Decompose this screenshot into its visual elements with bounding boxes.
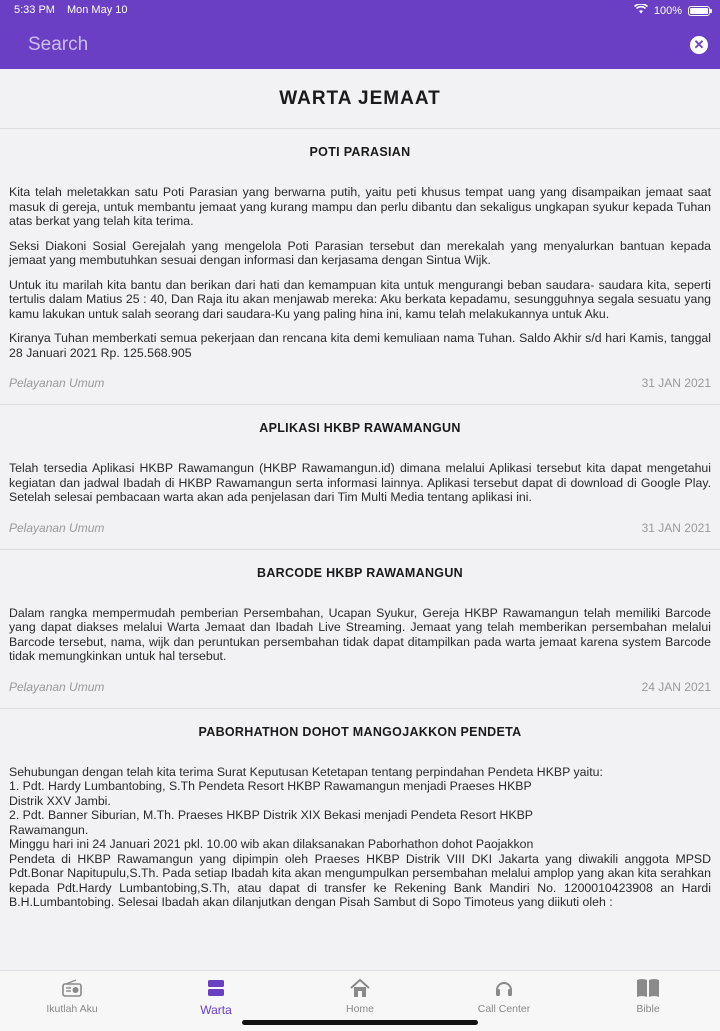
tab-label: Call Center	[477, 1003, 531, 1015]
page-title: WARTA JEMAAT	[0, 69, 720, 129]
tab-call-center[interactable]	[454, 977, 554, 1015]
article-paragraph: Telah tersedia Aplikasi HKBP Rawamangun (HKBP Rawamangun.id) dimana melalui Aplikasi tersebut kita dapat mengetahui kegiatan dan jadwal Ibadah di HKBP Rawamangun serta informasi lainnya. Aplikasi tersebut dapat di download di Google Play. Setelah selesai pembacaan warta akan ada penjelasan dari Tim Multi Media tentang aplikasi ini.	[9, 461, 711, 504]
article-line: 1. Pdt. Hardy Lumbantobing, S.Th Pendeta Resort HKBP Rawamangun menjadi Praeses HKBP	[9, 779, 532, 793]
article-paragraph: Kita telah meletakkan satu Poti Parasian yang berwarna putih, yaitu peti khusus tempat uang yang disampaikan jemaat saat masuk di gereja, untuk membantu jemaat yang kurang mampu dan perlu dibantu dan sekaligus ungkapan syukur kepada Tuhan atas berkat yang telah kita terima.	[9, 185, 711, 228]
status-date: Mon May 10	[66, 4, 128, 16]
article-line: 2. Pdt. Banner Siburian, M.Th. Praeses HKBP Distrik XIX Bekasi menjadi Pendeta Resort HKBP	[9, 808, 533, 822]
article-title: BARCODE HKBP RAWAMANGUN	[257, 565, 463, 580]
book-icon	[598, 977, 698, 999]
tab-bible[interactable]	[598, 977, 698, 1015]
tab-label: Warta	[200, 1003, 232, 1017]
tab-ikutlah-aku[interactable]	[22, 977, 122, 1015]
battery-icon	[688, 6, 710, 16]
article-title: PABORHATHON DOHOT MANGOJAKKON PENDETA	[198, 724, 522, 739]
article-line: Sehubungan dengan telah kita terima Surat Keputusan Ketetapan tentang perpindahan Pendeta HKBP yaitu:	[9, 764, 603, 779]
article-paragraph: Kiranya Tuhan memberkati semua pekerjaan dan rencana kita demi kemuliaan nama Tuhan. Saldo Akhir s/d hari Kamis, tanggal 28 Januari 2021 Rp. 125.568.905	[9, 331, 711, 360]
article-paragraph: Pendeta di HKBP Rawamangun yang dipimpin oleh Praeses HKBP Distrik VIII DKI Jakarta yang diwakili anggota MPSD Pdt.Bonar Napitupulu,S.Th. Pada setiap Ibadah kita akan mengumpulkan persembahan melalui amplop yang akan kita serahkan kepada Pdt.Hardy Lumbantobing,S.Th, atau dapat di transfer ke Rekening Bank Mandiri No. 1200010423908 an Hardi B.H.Lumbantobing. Selesai Ibadah akan dilanjutkan dengan Pisah Sambut di Sopo Timoteus yang diikuti oleh :	[9, 851, 711, 909]
article-category: Pelayanan Umum	[9, 520, 105, 535]
status-time: 5:33 PM	[14, 4, 55, 16]
status-bar-right	[634, 4, 710, 17]
tab-label: Bible	[636, 1003, 660, 1015]
article-line: Rawamangun.	[9, 822, 89, 837]
search-input[interactable]: Search	[28, 34, 89, 55]
headphones-icon	[454, 977, 554, 999]
status-bar-left	[14, 4, 128, 16]
tab-label: Home	[345, 1003, 374, 1015]
article-date: 31 JAN 2021	[641, 376, 711, 390]
article-paragraph: Untuk itu marilah kita bantu dan berikan dari hati dan kemampuan kita untuk mengurangi beban saudara- saudara kita, seperti tertulis dalam Matius 25 : 40, Dan Raja itu akan menjawab mereka: Aku berkata kepadamu, sesungguhnya segala sesuatu yang kamu lakukan untuk salah seorang dari saudara-Ku yang paling hina ini, kamu telah melakukannya untuk Aku.	[9, 277, 711, 321]
top-bar	[0, 0, 720, 69]
article-meta	[9, 370, 711, 404]
warta-icon	[166, 977, 266, 999]
article-title: APLIKASI HKBP RAWAMANGUN	[259, 421, 461, 435]
wifi-icon	[634, 4, 648, 17]
battery-percent: 100%	[653, 4, 682, 17]
article-item[interactable]	[0, 709, 720, 910]
clear-search-button[interactable]: ✕	[690, 36, 708, 54]
article-title: POTI PARASIAN	[309, 145, 411, 159]
article-date: 24 JAN 2021	[641, 679, 711, 694]
article-category: Pelayanan Umum	[9, 679, 105, 694]
article-paragraph: Seksi Diakoni Sosial Gerejalah yang mengelola Poti Parasian tersebut dan merekalah yang menyalurkan bantuan kepada jemaat yang membutuhkan sesuai dengan informasi dan kerjasama dengan Sintua Wijk.	[9, 238, 711, 267]
tab-label: Ikutlah Aku	[46, 1003, 98, 1015]
article-line: Minggu hari ini 24 Januari 2021 pkl. 10.00 wib akan dilaksanakan Paborhathon dohot Paojakkon	[9, 837, 534, 851]
article-meta	[9, 515, 711, 549]
tab-warta[interactable]	[166, 977, 266, 1017]
article-meta	[9, 674, 711, 708]
article-item[interactable]	[0, 550, 720, 709]
article-date: 31 JAN 2021	[641, 520, 711, 535]
article-category: Pelayanan Umum	[9, 376, 105, 390]
home-icon	[310, 977, 410, 999]
tab-home[interactable]	[310, 977, 410, 1015]
article-paragraph: Dalam rangka mempermudah pemberian Persembahan, Ucapan Syukur, Gereja HKBP Rawamangun telah memiliki Barcode yang dapat diakses melalui Warta Jemaat dan Ibadah Live Streaming. Jemaat yang telah memberikan persembahan melalui Barcode tersebut, nama, wijk dan peruntukan persembahan tidak dapat ditampilkan pada warta jemaat karena system Barcode tidak memungkinkan untuk hal tersebut.	[9, 605, 711, 663]
home-indicator	[242, 1020, 478, 1025]
article-item[interactable]	[0, 405, 720, 550]
article-line: Distrik XXV Jambi.	[9, 793, 111, 808]
article-item[interactable]	[0, 129, 720, 405]
warta-content[interactable]	[0, 69, 720, 970]
radio-icon	[22, 977, 122, 999]
